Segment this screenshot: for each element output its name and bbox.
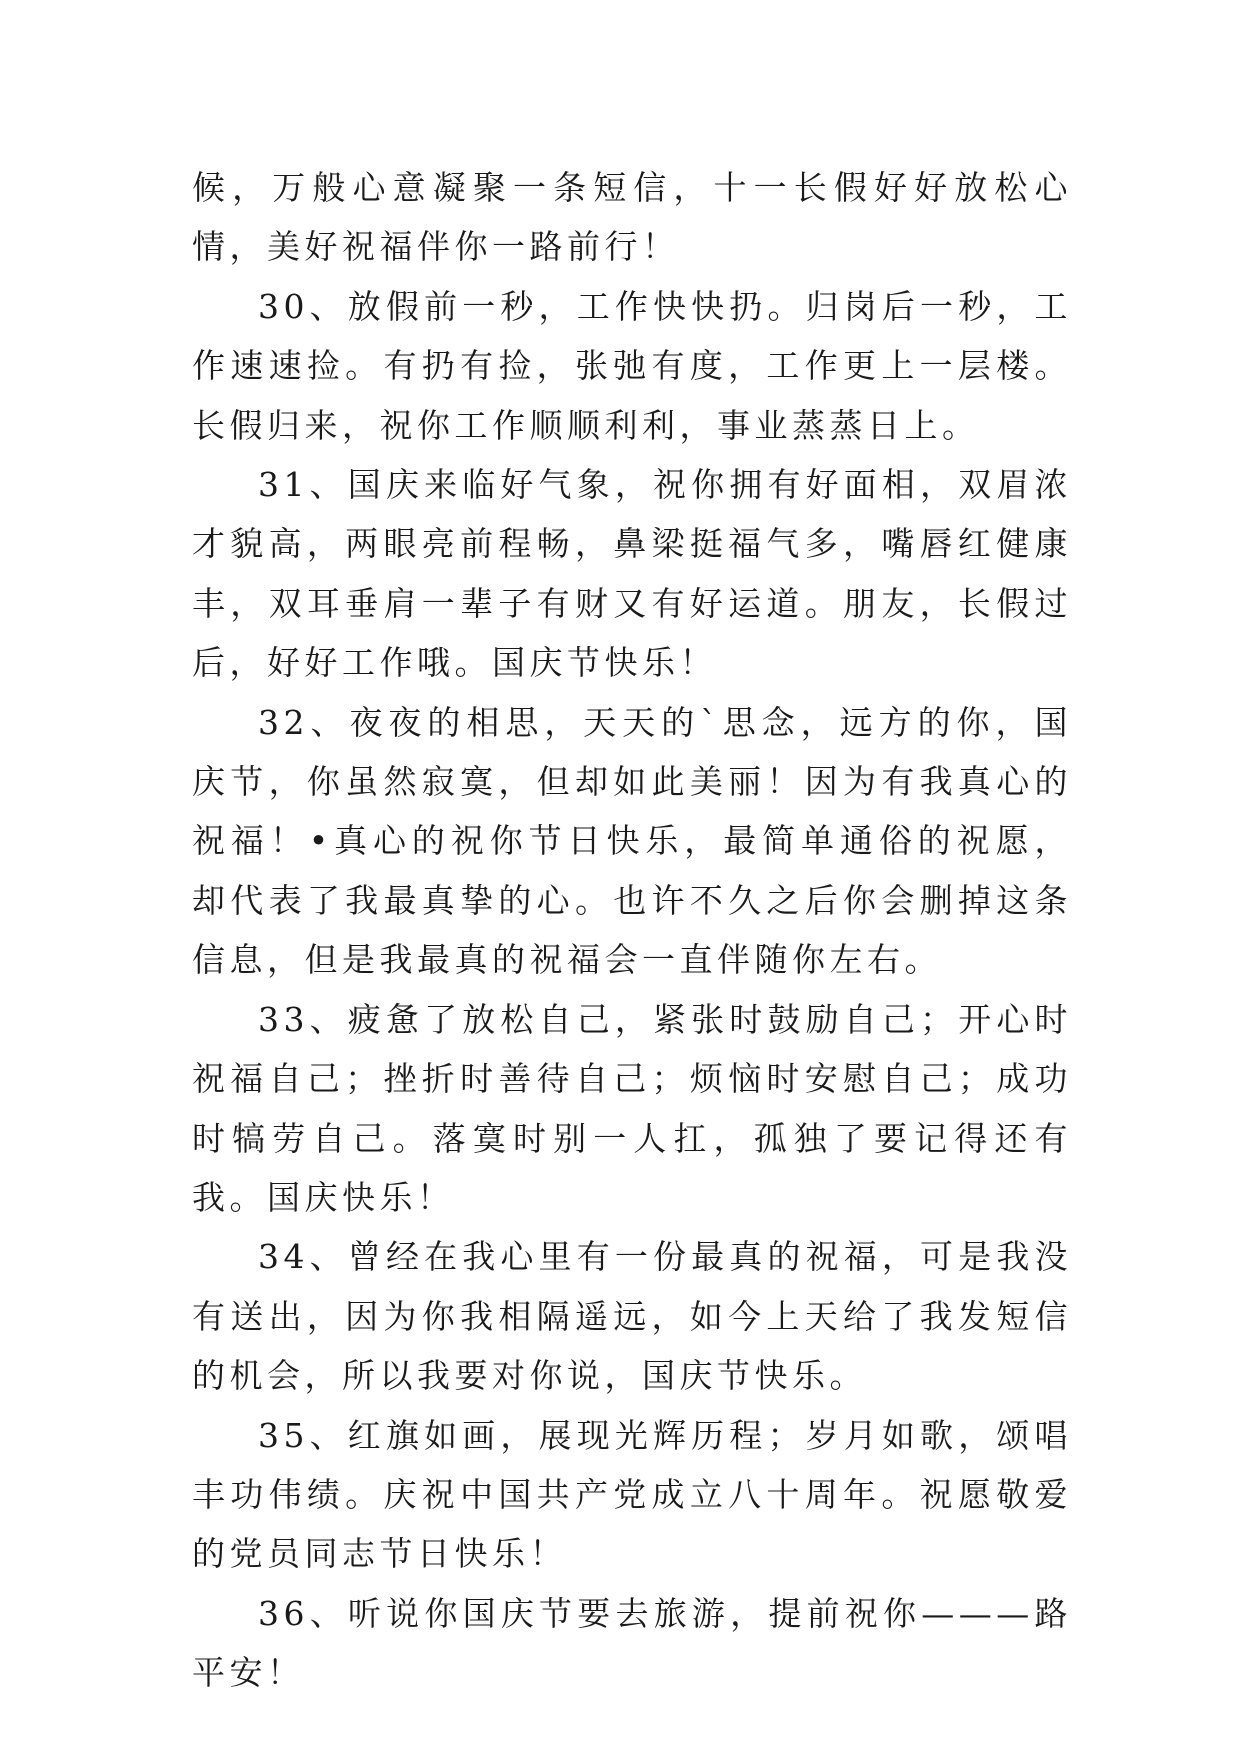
paragraph-34: 34、曾经在我心里有一份最真的祝福，可是我没有送出，因为你我相隔遥远，如今上天给了我发短信的机会，所以我要对你说，国庆节快乐。 [192,1237,1072,1396]
paragraph-36: 36、听说你国庆节要去旅游，提前祝你———路平安！ [192,1593,1072,1693]
paragraph-31: 31、国庆来临好气象，祝你拥有好面相，双眉浓才貌高，两眼亮前程畅，鼻梁挺福气多，嘴唇红健康丰，双耳垂肩一辈子有财又有好运道。朋友，长假过后，好好工作哦。国庆节快乐！ [192,465,1072,683]
paragraph-32: 32、夜夜的相思，天天的`思念，远方的你，国庆节，你虽然寂寞，但却如此美丽！因为有我真心的祝福！•真心的祝你节日快乐，最简单通俗的祝愿，却代表了我最真挚的心。也许不久之后你会删掉这条信息，但是我最真的祝福会一直伴随你左右。 [192,702,1072,980]
paragraph-35: 35、红旗如画，展现光辉历程；岁月如歌，颂唱丰功伟绩。庆祝中国共产党成立八十周年。祝愿敬爱的党员同志节日快乐！ [192,1415,1072,1574]
paragraph-continuation: 候，万般心意凝聚一条短信，十一长假好好放松心情，美好祝福伴你一路前行！ [192,168,1072,267]
document-body [192,158,1072,1703]
paragraph-33: 33、疲惫了放松自己，紧张时鼓励自己；开心时祝福自己；挫折时善待自己；烦恼时安慰自己；成功时犒劳自己。落寞时别一人扛，孤独了要记得还有我。国庆快乐！ [192,999,1072,1217]
paragraph-30: 30、放假前一秒，工作快快扔。归岗后一秒，工作速速捡。有扔有捡，张弛有度，工作更上一层楼。长假归来，祝你工作顺顺利利，事业蒸蒸日上。 [192,286,1072,445]
